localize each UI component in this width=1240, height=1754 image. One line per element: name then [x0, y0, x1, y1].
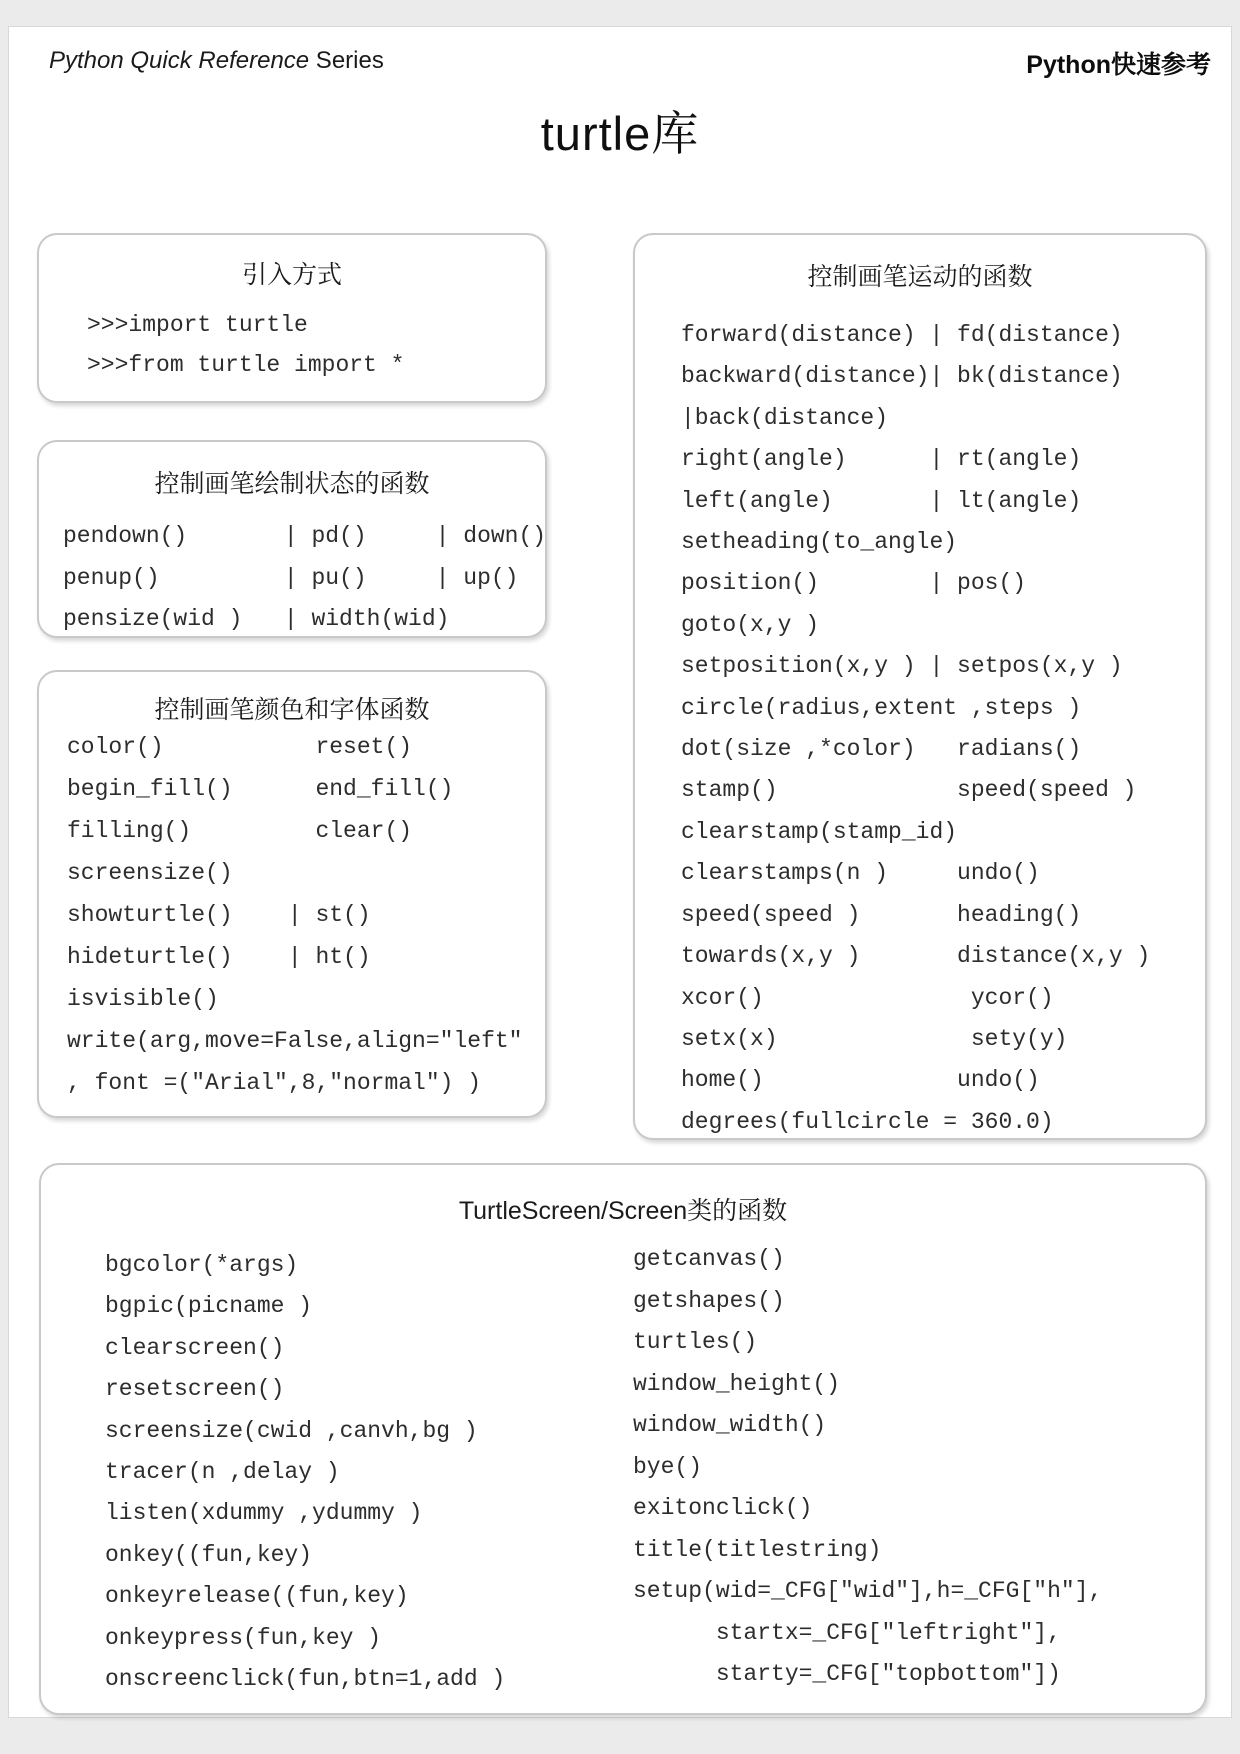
code-line: goto(x,y ) [681, 611, 820, 638]
import-methods-box [37, 233, 547, 403]
code-line: forward(distance) | fd(distance) [681, 322, 1123, 348]
code-line: getcanvas() [633, 1246, 785, 1272]
code-line: resetscreen() [105, 1376, 285, 1403]
code-line: xcor() ycor() [681, 984, 1054, 1011]
code-line: window_width() [633, 1412, 827, 1438]
corner-label: Python快速参考 [1026, 51, 1211, 79]
code-line: bye() [633, 1453, 703, 1480]
code-block [87, 305, 404, 385]
code-block [63, 516, 546, 641]
screen-class-box [39, 1163, 1207, 1715]
code-line: bgpic(picname ) [105, 1293, 313, 1320]
code-line: color() reset() [67, 734, 413, 760]
code-line: , font =("Arial",8,"normal") ) [67, 1070, 482, 1096]
code-line: pensize(wid ) | width(wid) [63, 606, 450, 632]
code-line: isvisible() [67, 986, 219, 1012]
code-block-left-column [105, 1245, 505, 1700]
code-line: listen(xdummy ,ydummy ) [105, 1500, 423, 1527]
box-title: 控制画笔绘制状态的函数 [154, 470, 430, 498]
code-line: backward(distance)| bk(distance) [681, 363, 1123, 390]
code-line: title(titlestring) [633, 1536, 882, 1563]
code-line: hideturtle() | ht() [67, 944, 371, 970]
code-line: towards(x,y ) distance(x,y ) [681, 943, 1151, 970]
code-block [681, 315, 1150, 1143]
code-line: onkeyrelease((fun,key) [105, 1583, 409, 1610]
code-line: clearscreen() [105, 1334, 285, 1361]
page [8, 26, 1232, 1718]
code-block [67, 726, 522, 1104]
code-line: bgcolor(*args) [105, 1252, 299, 1278]
pen-motion-box [633, 233, 1207, 1140]
box-title: TurtleScreen/Screen类的函数 [458, 1197, 788, 1225]
code-line: clearstamp(stamp_id) [681, 818, 958, 845]
code-line: tracer(n ,delay ) [105, 1459, 340, 1486]
code-line: turtles() [633, 1329, 758, 1355]
code-line: degrees(fullcircle = 360.0) [681, 1108, 1054, 1135]
series-title-italic: Python Quick Reference [49, 47, 310, 74]
box-title: 控制画笔运动的函数 [807, 263, 1033, 291]
code-line: >>>import turtle [87, 312, 308, 338]
box-title: 控制画笔颜色和字体函数 [154, 696, 430, 724]
code-line: setposition(x,y ) | setpos(x,y ) [681, 653, 1123, 680]
code-line: stamp() speed(speed ) [681, 777, 1137, 804]
code-line: showturtle() | st() [67, 902, 371, 928]
code-line: starty=_CFG["topbottom"]) [633, 1661, 1061, 1687]
code-line: |back(distance) [681, 404, 889, 431]
code-line: left(angle) | lt(angle) [681, 487, 1082, 514]
page-title: turtle库 [540, 107, 700, 160]
code-line: screensize() [67, 860, 233, 886]
code-line: speed(speed ) heading() [681, 901, 1082, 928]
code-line: onscreenclick(fun,btn=1,add ) [105, 1666, 506, 1693]
code-line: setup(wid=_CFG["wid"],h=_CFG["h"], [633, 1578, 1103, 1604]
code-line: position() | pos() [681, 570, 1027, 597]
pen-state-box [37, 440, 547, 638]
code-line: write(arg,move=False,align="left" [67, 1028, 523, 1054]
code-line: setheading(to_angle) [681, 529, 958, 556]
code-line: setx(x) sety(y) [681, 1025, 1068, 1052]
code-line: dot(size ,*color) radians() [681, 736, 1082, 763]
code-line: >>>from turtle import * [87, 352, 405, 378]
code-line: getshapes() [633, 1287, 785, 1314]
code-line: startx=_CFG["leftright"], [633, 1619, 1061, 1646]
code-line: screensize(cwid ,canvh,bg ) [105, 1417, 478, 1444]
code-line: window_height() [633, 1370, 841, 1397]
pen-color-font-box [37, 670, 547, 1118]
code-line: onkeypress(fun,key ) [105, 1624, 382, 1651]
code-line: begin_fill() end_fill() [67, 776, 454, 802]
code-line: onkey((fun,key) [105, 1541, 313, 1568]
code-line: penup() | pu() | up() [63, 564, 519, 591]
series-title-suffix: Series [309, 47, 384, 74]
code-line: circle(radius,extent ,steps ) [681, 694, 1082, 721]
code-line: clearstamps(n ) undo() [681, 860, 1040, 887]
series-header [49, 47, 384, 75]
code-line: exitonclick() [633, 1495, 813, 1521]
code-line: right(angle) | rt(angle) [681, 446, 1082, 473]
code-line: home() undo() [681, 1067, 1040, 1094]
code-line: filling() clear() [67, 818, 413, 844]
code-line: pendown() | pd() | down() [63, 523, 547, 549]
code-block-right-column [633, 1239, 1102, 1696]
box-title: 引入方式 [241, 261, 342, 289]
